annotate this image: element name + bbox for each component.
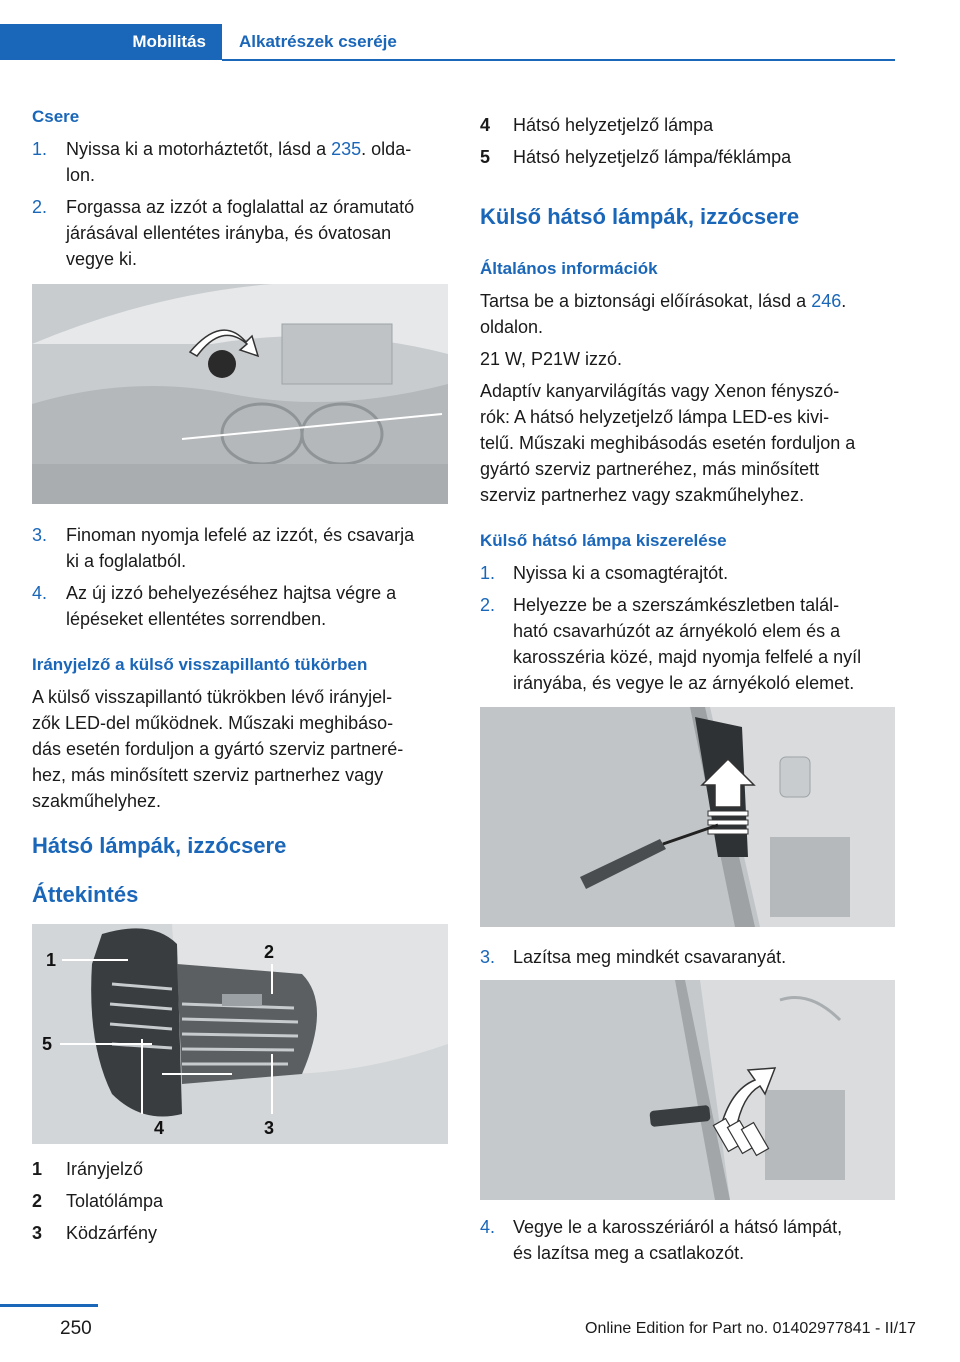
general-p3-line-1: Adaptív kanyarvilágítás vagy Xenon fényszó- — [480, 381, 840, 401]
step-2-line-2: járásával ellentétes irányba, és óvatosan — [66, 223, 392, 243]
general-p1-line-2: oldalon. — [480, 317, 544, 337]
outer-rear-lamp-heading: Külső hátsó lámpák, izzócsere — [480, 204, 800, 229]
legend-1-label: Irányjelző — [66, 1159, 144, 1179]
r-step-2-line-1: Helyezze be a szerszámkészletben talál- — [513, 595, 840, 615]
figure-bulb-removal — [32, 284, 448, 504]
callout-5: 5 — [42, 1034, 53, 1054]
r-step-2-line-4: irányába, és vegye le az árnyékoló elemet. — [513, 673, 855, 693]
step-4-line-2: lépéseket ellentétes sorrendben. — [66, 609, 327, 629]
legend-2-label: Tolatólámpa — [66, 1191, 164, 1211]
footer-divider — [0, 1304, 98, 1307]
page-link-235[interactable]: 235 — [331, 139, 362, 159]
legend-1-number: 1 — [32, 1159, 43, 1179]
general-p3-line-3: telű. Műszaki meghibásodás esetén forduljon a — [480, 433, 856, 453]
legend-3-label: Ködzárfény — [66, 1223, 158, 1243]
legend-5-label: Hátsó helyzetjelző lámpa/féklámpa — [513, 147, 792, 167]
mirror-text-line-3: dás esetén forduljon a gyártó szerviz partneré- — [32, 739, 404, 759]
figure-trim-removal — [480, 707, 895, 927]
step-3-line-2: ki a foglalatból. — [66, 551, 187, 571]
page-number: 250 — [60, 1318, 92, 1339]
step-4-number: 4. — [32, 583, 48, 603]
r-step-3-text: Lazítsa meg mindkét csavaranyát. — [513, 947, 787, 967]
r-step-4-number: 4. — [480, 1217, 496, 1237]
step-1-text: Nyissa ki a motorháztetőt, lásd a 235. olda- — [66, 139, 412, 159]
r-step-1-number: 1. — [480, 563, 496, 583]
step-2-number: 2. — [32, 197, 48, 217]
step-1-text-cont: lon. — [66, 165, 96, 185]
legend-2-number: 2 — [32, 1191, 43, 1211]
r-step-2-line-2: ható csavarhúzót az árnyékoló elem és a — [513, 621, 841, 641]
callout-3: 3 — [264, 1118, 275, 1138]
mirror-text-line-5: szakműhelyhez. — [32, 791, 162, 811]
page-link-246[interactable]: 246 — [811, 291, 842, 311]
r-step-3-number: 3. — [480, 947, 496, 967]
header-divider — [222, 59, 895, 61]
edition-note: Online Edition for Part no. 01402977841 - II/17 — [585, 1320, 916, 1337]
step-4-line-1: Az új izzó behelyezéséhez hajtsa végre a — [66, 583, 397, 603]
rear-lamps-heading: Hátsó lámpák, izzócsere — [32, 833, 287, 858]
mirror-text-line-2: zők LED-del működnek. Műszaki meghibáso- — [32, 713, 394, 733]
header-tab-section[interactable]: Alkatrészek cseréje — [239, 32, 397, 51]
step-2-line-3: vegye ki. — [66, 249, 138, 269]
general-p3-line-2: rók: A hátsó helyzetjelző lámpa LED-es kivi- — [480, 407, 830, 427]
r-step-2-line-3: karosszéria közé, majd nyomja felfelé a nyíl — [513, 647, 862, 667]
mirror-text-line-1: A külső visszapillantó tükrökben lévő irányjel- — [32, 687, 393, 707]
legend-3-number: 3 — [32, 1223, 43, 1243]
legend-5-number: 5 — [480, 147, 491, 167]
callout-4: 4 — [154, 1118, 165, 1138]
r-step-2-number: 2. — [480, 595, 496, 615]
general-p3-line-5: szerviz partnerhez vagy szakműhelyhez. — [480, 485, 805, 505]
overview-heading: Áttekintés — [32, 882, 139, 907]
mirror-text-line-4: hez, más minősített szerviz partnerhez vagy — [32, 765, 384, 785]
mirror-indicator-heading: Irányjelző a külső visszapillantó tükörben — [32, 655, 368, 674]
callout-1: 1 — [46, 950, 57, 970]
r-step-1-text: Nyissa ki a csomagtérajtót. — [513, 563, 729, 583]
general-p1-line-1: Tartsa be a biztonsági előírásokat, lásd a 246. — [480, 291, 847, 311]
removal-heading: Külső hátsó lámpa kiszerelése — [480, 531, 727, 550]
step-1-number: 1. — [32, 139, 48, 159]
step-2-line-1: Forgassa az izzót a foglalattal az óramutató — [66, 197, 415, 217]
general-info-heading: Általános információk — [480, 259, 658, 278]
header-tab-mobility[interactable]: Mobilitás — [0, 24, 222, 60]
figure-loosen-nuts — [480, 980, 895, 1200]
legend-4-number: 4 — [480, 115, 491, 135]
csere-heading: Csere — [32, 107, 80, 126]
r-step-4-line-2: és lazítsa meg a csatlakozót. — [513, 1243, 745, 1263]
step-3-line-1: Finoman nyomja lefelé az izzót, és csavarja — [66, 525, 415, 545]
step-3-number: 3. — [32, 525, 48, 545]
general-p2: 21 W, P21W izzó. — [480, 349, 623, 369]
figure-rear-lamp-overview — [32, 924, 448, 1144]
callout-2: 2 — [264, 942, 275, 962]
legend-4-label: Hátsó helyzetjelző lámpa — [513, 115, 714, 135]
r-step-4-line-1: Vegye le a karosszériáról a hátsó lámpát, — [513, 1217, 843, 1237]
general-p3-line-4: gyártó szerviz partneréhez, más minősített — [480, 459, 820, 479]
